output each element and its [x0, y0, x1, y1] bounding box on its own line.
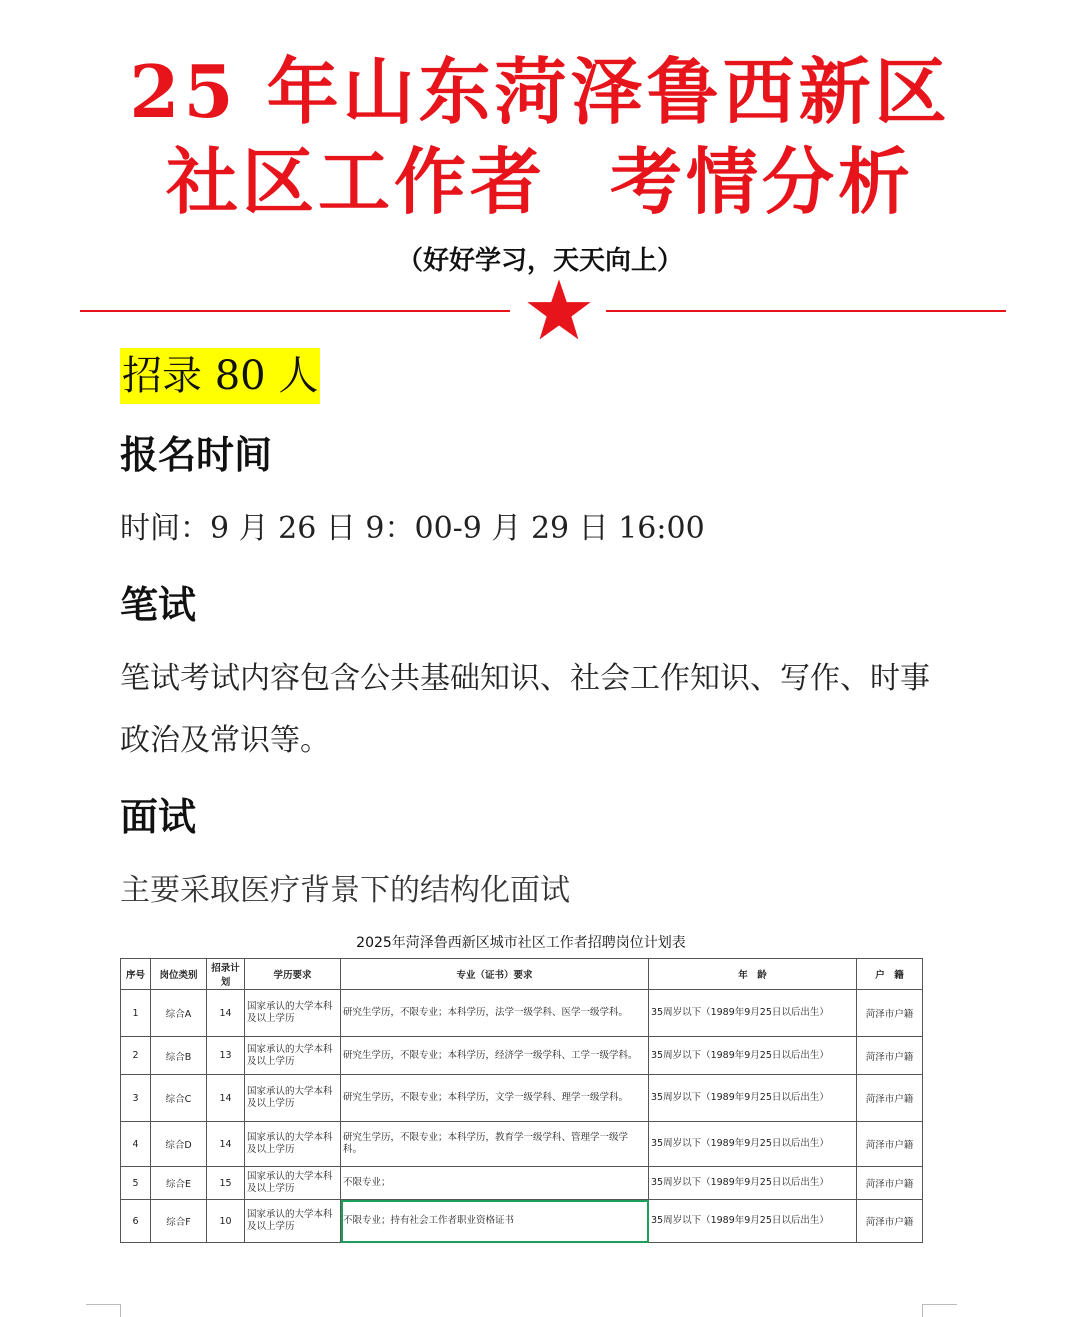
cell-major[interactable]: 研究生学历，不限专业；本科学历，法学一级学科、医学一级学科。: [341, 990, 649, 1037]
cell-age[interactable]: 35周岁以下（1989年9月25日以后出生）: [649, 1075, 857, 1122]
page-corner-mark-right: [922, 1304, 957, 1317]
title-line-2: [0, 139, 1080, 224]
header-cell[interactable]: 专业（证书）要求: [341, 959, 649, 990]
page-corner-mark-left: [86, 1304, 121, 1317]
table-row: [121, 1075, 923, 1122]
cell-education[interactable]: 国家承认的大学本科及以上学历: [245, 1167, 341, 1200]
header-cell[interactable]: 户 籍: [857, 959, 923, 990]
cell-education[interactable]: 国家承认的大学本科及以上学历: [245, 1200, 341, 1243]
interview-heading: 面试: [120, 795, 197, 839]
table-header-row: [121, 959, 923, 990]
divider-right: [606, 310, 1006, 312]
cell-education[interactable]: 国家承认的大学本科及以上学历: [245, 1037, 341, 1075]
cell-major-selected[interactable]: 不限专业；持有社会工作者职业资格证书: [341, 1200, 649, 1243]
cell-residence[interactable]: 菏泽市户籍: [857, 1037, 923, 1075]
star-icon: [526, 278, 592, 344]
cell-no[interactable]: 4: [121, 1122, 151, 1167]
cell-no[interactable]: 6: [121, 1200, 151, 1243]
header-cell[interactable]: 招录计划: [207, 959, 245, 990]
cell-major[interactable]: 研究生学历，不限专业；本科学历，经济学一级学科、工学一级学科。: [341, 1037, 649, 1075]
registration-time-text: 时间：9 月 26 日 9：00-9 月 29 日 16:00: [120, 511, 705, 546]
table-row: [121, 1037, 923, 1075]
table-row: [121, 1122, 923, 1167]
cell-plan[interactable]: 10: [207, 1200, 245, 1243]
table-row: [121, 990, 923, 1037]
cell-age[interactable]: 35周岁以下（1989年9月25日以后出生）: [649, 1122, 857, 1167]
title-line-2-part-2: 考情分析: [610, 139, 915, 224]
cell-category[interactable]: 综合C: [151, 1075, 207, 1122]
written-exam-heading: 笔试: [120, 583, 197, 627]
cell-major[interactable]: 不限专业；: [341, 1167, 649, 1200]
cell-residence[interactable]: 菏泽市户籍: [857, 1167, 923, 1200]
cell-plan[interactable]: 13: [207, 1037, 245, 1075]
cell-category[interactable]: 综合F: [151, 1200, 207, 1243]
interview-text: 主要采取医疗背景下的结构化面试: [120, 873, 570, 908]
cell-residence[interactable]: 菏泽市户籍: [857, 1200, 923, 1243]
cell-category[interactable]: 综合D: [151, 1122, 207, 1167]
divider-left: [80, 310, 510, 312]
cell-category[interactable]: 综合A: [151, 990, 207, 1037]
title-line-2-part-1: 社区工作者: [165, 139, 546, 224]
header-cell[interactable]: 学历要求: [245, 959, 341, 990]
cell-no[interactable]: 2: [121, 1037, 151, 1075]
table-row: [121, 1200, 923, 1243]
cell-category[interactable]: 综合B: [151, 1037, 207, 1075]
cell-plan[interactable]: 14: [207, 1122, 245, 1167]
cell-category[interactable]: 综合E: [151, 1167, 207, 1200]
header-cell[interactable]: 年 龄: [649, 959, 857, 990]
cell-major[interactable]: 研究生学历，不限专业；本科学历，文学一级学科、理学一级学科。: [341, 1075, 649, 1122]
cell-age[interactable]: 35周岁以下（1989年9月25日以后出生）: [649, 1037, 857, 1075]
cell-major[interactable]: 研究生学历，不限专业；本科学历，教育学一级学科、管理学一级学科。: [341, 1122, 649, 1167]
cell-age[interactable]: 35周岁以下（1989年9月25日以后出生）: [649, 1167, 857, 1200]
cell-age[interactable]: 35周岁以下（1989年9月25日以后出生）: [649, 1200, 857, 1243]
written-exam-text: 笔试考试内容包含公共基础知识、社会工作知识、写作、时事政治及常识等。: [120, 661, 930, 758]
cell-education[interactable]: 国家承认的大学本科及以上学历: [245, 1122, 341, 1167]
title-line-1: 25 年山东菏泽鲁西新区: [129, 49, 951, 134]
recruit-count-highlight: 招录 80 人: [120, 348, 320, 404]
position-plan-table: [120, 958, 923, 1243]
position-plan-table-section: [120, 928, 922, 1243]
cell-plan[interactable]: 14: [207, 990, 245, 1037]
table-title: 2025年菏泽鲁西新区城市社区工作者招聘岗位计划表: [356, 935, 686, 951]
cell-residence[interactable]: 菏泽市户籍: [857, 1075, 923, 1122]
header-cell[interactable]: 岗位类别: [151, 959, 207, 990]
cell-age[interactable]: 35周岁以下（1989年9月25日以后出生）: [649, 990, 857, 1037]
cell-no[interactable]: 3: [121, 1075, 151, 1122]
cell-plan[interactable]: 14: [207, 1075, 245, 1122]
cell-education[interactable]: 国家承认的大学本科及以上学历: [245, 1075, 341, 1122]
registration-heading: 报名时间: [120, 433, 273, 477]
table-row: [121, 1167, 923, 1200]
cell-residence[interactable]: 菏泽市户籍: [857, 990, 923, 1037]
subtitle: （好好学习，天天向上）: [396, 246, 683, 276]
cell-no[interactable]: 1: [121, 990, 151, 1037]
cell-education[interactable]: 国家承认的大学本科及以上学历: [245, 990, 341, 1037]
cell-no[interactable]: 5: [121, 1167, 151, 1200]
header-cell[interactable]: 序号: [121, 959, 151, 990]
cell-plan[interactable]: 15: [207, 1167, 245, 1200]
cell-residence[interactable]: 菏泽市户籍: [857, 1122, 923, 1167]
